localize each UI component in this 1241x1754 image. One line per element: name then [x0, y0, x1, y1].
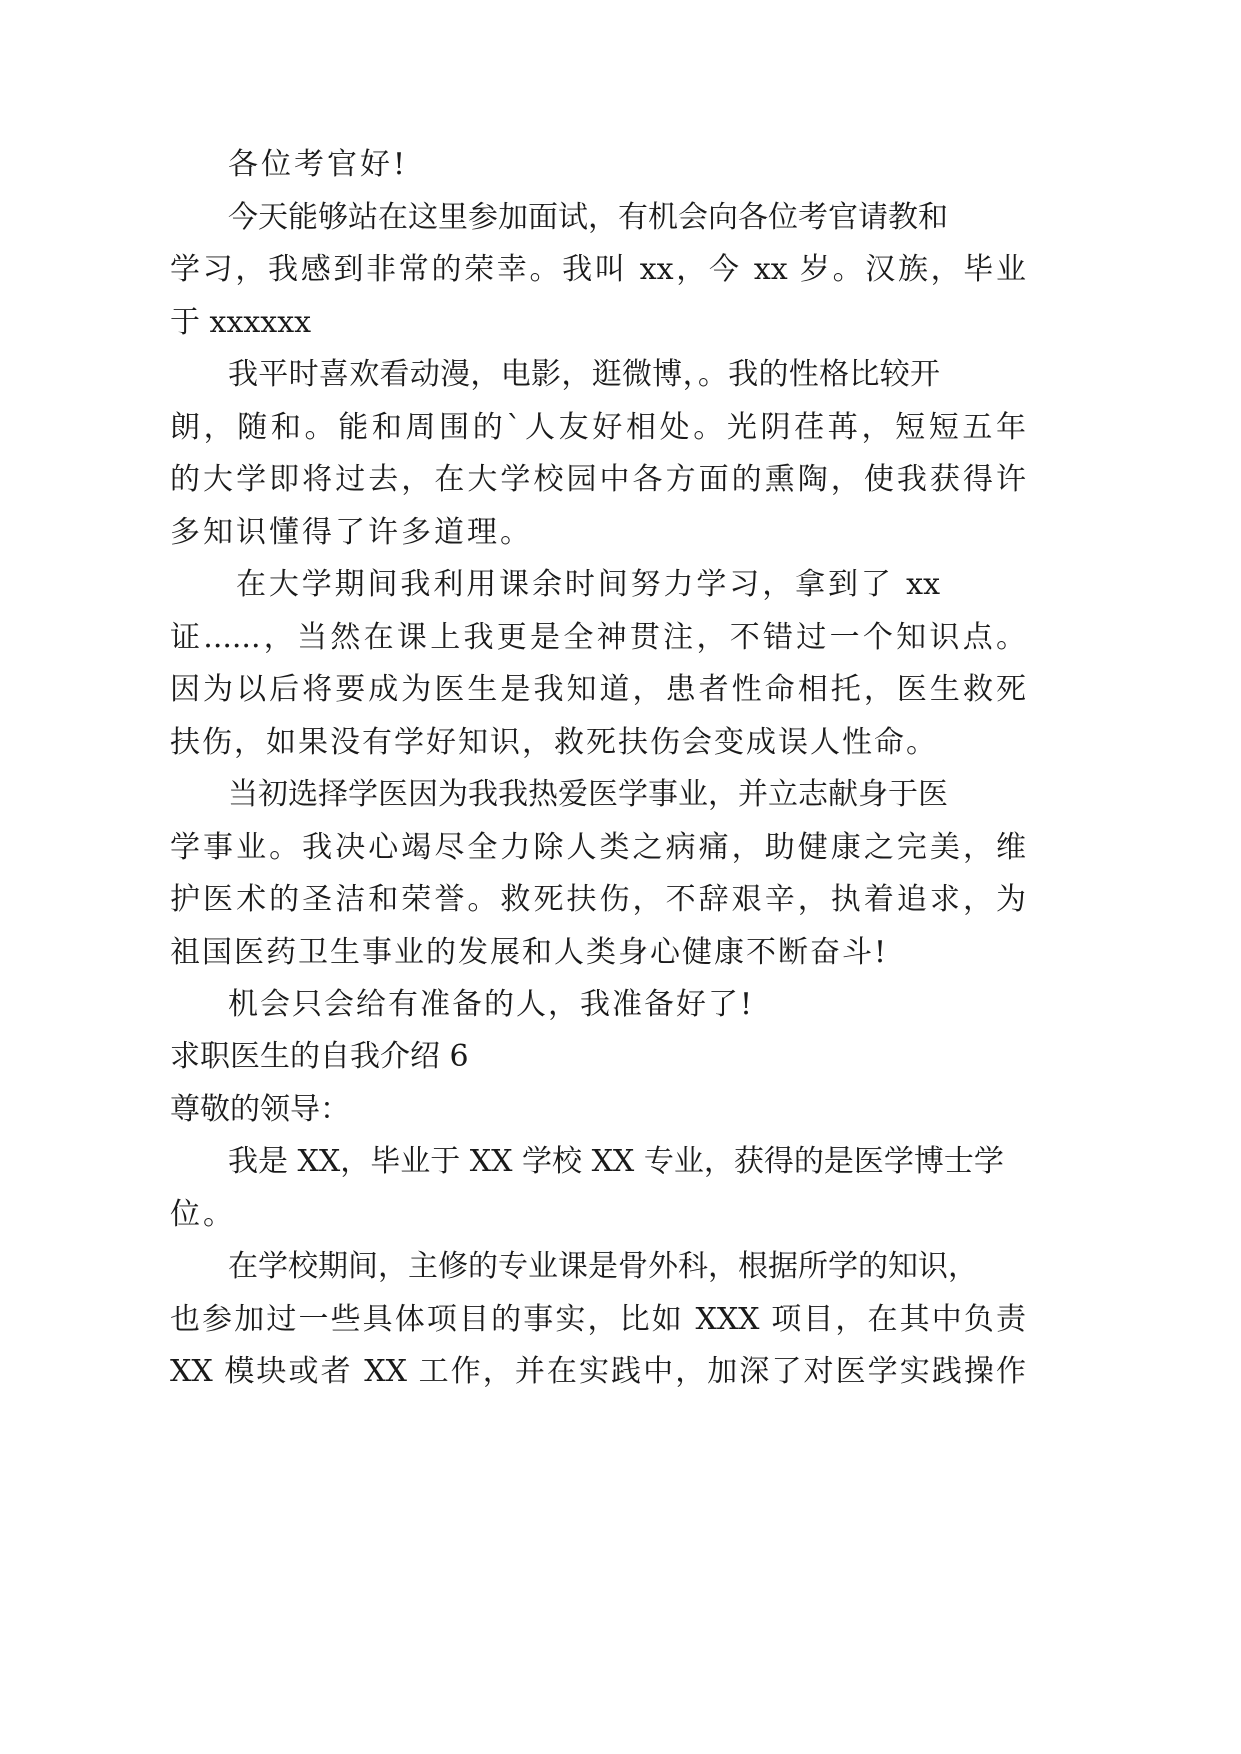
paragraph-line: 机会只会给有准备的人，我准备好了! — [228, 987, 755, 1022]
paragraph-line: 证......，当然在课上我更是全神贯注，不错过一个知识点。 — [170, 620, 1026, 655]
paragraph-line: XX 模块或者 XX 工作，并在实践中，加深了对医学实践操作 — [170, 1354, 1026, 1389]
paragraph-line: 今天能够站在这里参加面试，有机会向各位考官请教和 — [228, 200, 948, 235]
paragraph-line: 我平时喜欢看动漫，电影，逛微博，。我的性格比较开 — [228, 357, 940, 392]
paragraph-line: 因为以后将要成为医生是我知道，患者性命相托，医生救死 — [170, 672, 1026, 707]
paragraph-line: 朗，随和。能和周围的`人友好相处。光阴荏苒，短短五年 — [170, 410, 1026, 445]
greeting-line: 各位考官好! — [228, 147, 409, 182]
paragraph-line: 多知识懂得了许多道理。 — [170, 515, 533, 550]
paragraph-line: 学习，我感到非常的荣幸。我叫 xx，今 xx 岁。汉族，毕业 — [170, 252, 1026, 287]
paragraph-line: 祖国医药卫生事业的发展和人类身心健康不断奋斗! — [170, 935, 889, 970]
paragraph-line: 于 xxxxxx — [170, 305, 312, 340]
salutation-line: 尊敬的领导： — [170, 1092, 350, 1127]
paragraph-line: 当初选择学医因为我我热爱医学事业，并立志献身于医 — [228, 777, 948, 812]
paragraph-line: 位。 — [170, 1197, 236, 1232]
section-heading: 求职医生的自我介绍 6 — [170, 1039, 469, 1074]
paragraph-line: 扶伤，如果没有学好知识，救死扶伤会变成误人性命。 — [170, 725, 938, 760]
paragraph-line: 的大学即将过去，在大学校园中各方面的熏陶，使我获得许 — [170, 462, 1026, 497]
paragraph-line: 在大学期间我利用课余时间努力学习，拿到了 xx — [236, 567, 940, 602]
paragraph-line: 在学校期间，主修的专业课是骨外科，根据所学的知识， — [228, 1249, 978, 1284]
paragraph-line: 也参加过一些具体项目的事实，比如 XXX 项目，在其中负责 — [170, 1302, 1026, 1337]
paragraph-line: 学事业。我决心竭尽全力除人类之病痛，助健康之完美，维 — [170, 830, 1026, 865]
paragraph-line: 我是 XX，毕业于 XX 学校 XX 专业，获得的是医学博士学 — [228, 1144, 1004, 1179]
paragraph-line: 护医术的圣洁和荣誉。救死扶伤，不辞艰辛，执着追求，为 — [170, 882, 1026, 917]
